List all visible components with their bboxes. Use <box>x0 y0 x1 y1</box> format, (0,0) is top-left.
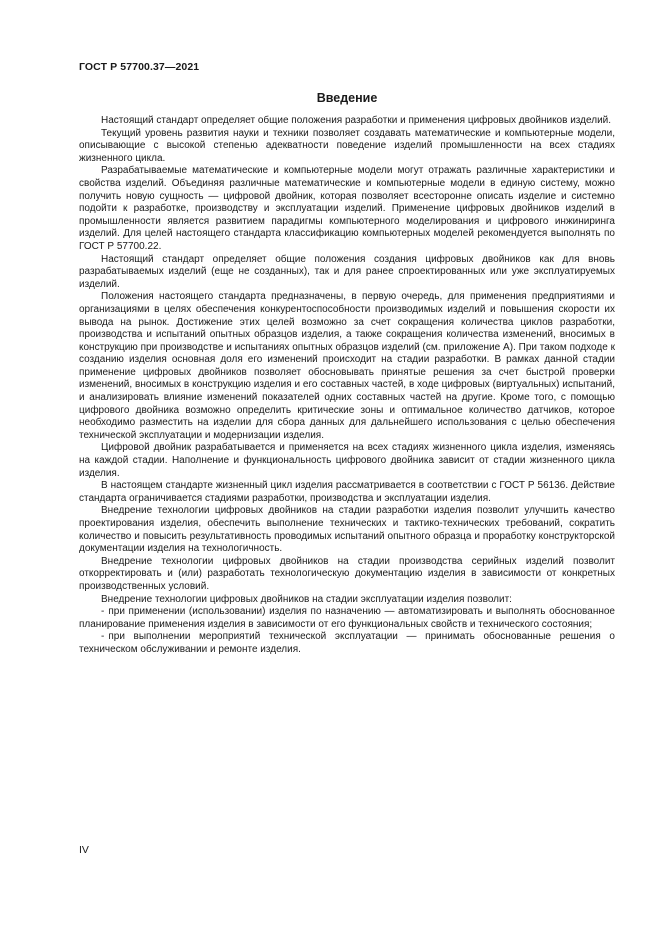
list-item <box>79 631 615 656</box>
paragraph: Настоящий стандарт определяет общие положения создания цифровых двойников как для вновь разрабатываемых изделий (еще не созданных), так и для ранее спроектированных или уже эксплуатируемых изделий. <box>79 253 615 290</box>
list-item-text: при применении (использовании) изделия по назначению — автоматизировать и выполнять обоснованное планирование применения изделия в зависимости от его функциональных свойств и технического состояния; <box>79 606 615 630</box>
paragraph: Внедрение технологии цифровых двойников на стадии производства серийных изделий позволит откорректировать и (или) разработать технологическую документацию изделия в зависимости от конкретных производственных условий. <box>79 555 615 592</box>
list-item-text: при выполнении мероприятий технической эксплуатации — принимать обоснованные решения о техническом обслуживании и ремонте изделия. <box>79 631 615 655</box>
page-number: IV <box>79 844 89 856</box>
paragraph: В настоящем стандарте жизненный цикл изделия рассматривается в соответствии с ГОСТ Р 56136. Действие стандарта ограничивается стадиями разработки, производства и эксплуатации изделия. <box>79 480 615 504</box>
section-title: Введение <box>316 91 378 105</box>
paragraph: Цифровой двойник разрабатывается и применяется на всех стадиях жизненного цикла изделия, изменяясь на каждой стадии. Наполнение и функциональность цифрового двойника зависит от стадии жизненного цикла изделия. <box>79 442 615 479</box>
list-dash: - <box>101 631 105 643</box>
paragraph: Текущий уровень развития науки и техники позволяет создавать математические и компьютерные модели, описывающие с высокой степенью адекватности поведение изделий промышленности на всех стадиях жизненного цикла. <box>79 127 615 164</box>
paragraph: Настоящий стандарт определяет общие положения разработки и применения цифровых двойников изделий. <box>101 115 612 126</box>
document-header-standard-id: ГОСТ Р 57700.37—2021 <box>79 61 200 73</box>
list-item <box>79 606 615 631</box>
list-dash: - <box>101 606 105 618</box>
paragraph: Разрабатываемые математические и компьютерные модели могут отражать различные характеристики и свойства изделий. Объединяя различные математические и компьютерные модели в единую систему, можно получить новую сущность — цифровой двойник, которая позволяет всесторонне описать изделие и системно подойти к разработке, производству и эксплуатации изделий. Применение цифровых двойников изделий в промышленности является развитием парадигмы компьютерного моделирования и цифрового инжиниринга изделий. Для целей настоящего стандарта классификацию компьютерных моделей рекомендуется выполнять по ГОСТ Р 57700.22. <box>79 165 615 252</box>
paragraph: Внедрение технологии цифровых двойников на стадии эксплуатации изделия позволит: <box>101 593 512 605</box>
document-body <box>79 115 615 657</box>
paragraph: Внедрение технологии цифровых двойников на стадии разработки изделия позволит улучшить качество проектирования изделия, обеспечить выполнение технических и тактико-технических требований, сократить количество и повысить результативность проводимых испытаний опытного образца и проработку конструкторской документации изделия на технологичность. <box>79 505 615 555</box>
paragraph: Положения настоящего стандарта предназначены, в первую очередь, для применения предприятиями и организациями в целях обеспечения конкурентоспособности производимых изделий и повышения скорости их вывода на рынок. Достижение этих целей возможно за счет сокращения количества циклов разработки, производства и испытаний опытных образцов изделия, а также сокращения количества изменений, вносимых в конструкцию при производстве и испытаниях опытных образцов изделий (см. приложение А). При таком подходе к созданию изделия основная доля его изменений происходит на стадии разработки. В рамках данной стадии применение цифровых двойников позволяет обосновывать принятые решения за счет быстрой проверки изменений, вносимых в конструкцию изделия и его составных частей, в ходе цифровых (виртуальных) испытаний, и анализировать влияние изменений показателей одних составных частей на другие. Кроме того, с помощью цифрового двойника возможно определить критические зоны и оптимальное количество датчиков, которое необходимо разместить на изделии для сбора данных для дальнейшего использования с целью обеспечения технической эксплуатации и модернизации изделия. <box>79 291 615 441</box>
